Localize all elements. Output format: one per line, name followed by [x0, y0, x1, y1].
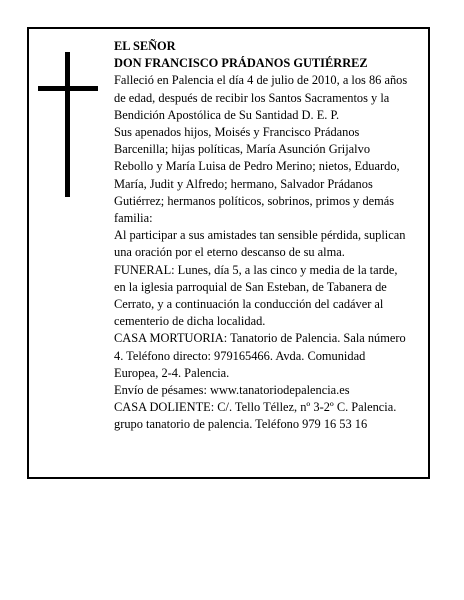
- obituary-text: [114, 38, 412, 434]
- mortuary-details: CASA MORTUORIA: Tanatorio de Palencia. Sala número 4. Teléfono directo: 979165466. Avda. Comunidad Europea, 2-4. Palencia.: [114, 331, 406, 380]
- notice-title: EL SEÑOR: [114, 39, 176, 53]
- condolences-web: Envío de pésames: www.tanatoriodepalencia.es: [114, 383, 350, 398]
- cross-vertical-bar: [65, 52, 70, 197]
- funeral-details: FUNERAL: Lunes, día 5, a las cinco y media de la tarde, en la iglesia parroquial de San Esteban, de Tabanera de Cerrato, y a continuación la conducción del cadáver al cementerio de dicha localidad.: [114, 262, 398, 329]
- death-announcement: Falleció en Palencia el día 4 de julio de 2010, a los 86 años de edad, después de recibir los Santos Sacramentos y la Bendición Apostólica de Su Santidad D. E. P.: [114, 73, 408, 122]
- deceased-name: DON FRANCISCO PRÁDANOS GUTIÉRREZ: [114, 56, 368, 71]
- mourning-home: CASA DOLIENTE: C/. Tello Téllez, nº 3-2º C. Palencia.: [114, 400, 397, 415]
- prayer-request: Al participar a sus amistades tan sensible pérdida, suplican una oración por el eterno descanso de su alma.: [114, 228, 406, 260]
- cross-horizontal-bar: [38, 86, 98, 91]
- family-list: Sus apenados hijos, Moisés y Francisco Prádanos Barcenilla; hijas políticas, María Asunción Grijalvo Rebollo y María Luisa de Pedro Merino; nietos, Eduardo, María, Judit y Alfredo; hermano, Salvador Prádanos Gutiérrez; hermanos políticos, sobrinos, primos y demás familia:: [114, 125, 400, 226]
- funeral-home-footer: grupo tanatorio de palencia. Teléfono 979 16 53 16: [114, 417, 368, 432]
- cross-icon: [38, 52, 98, 197]
